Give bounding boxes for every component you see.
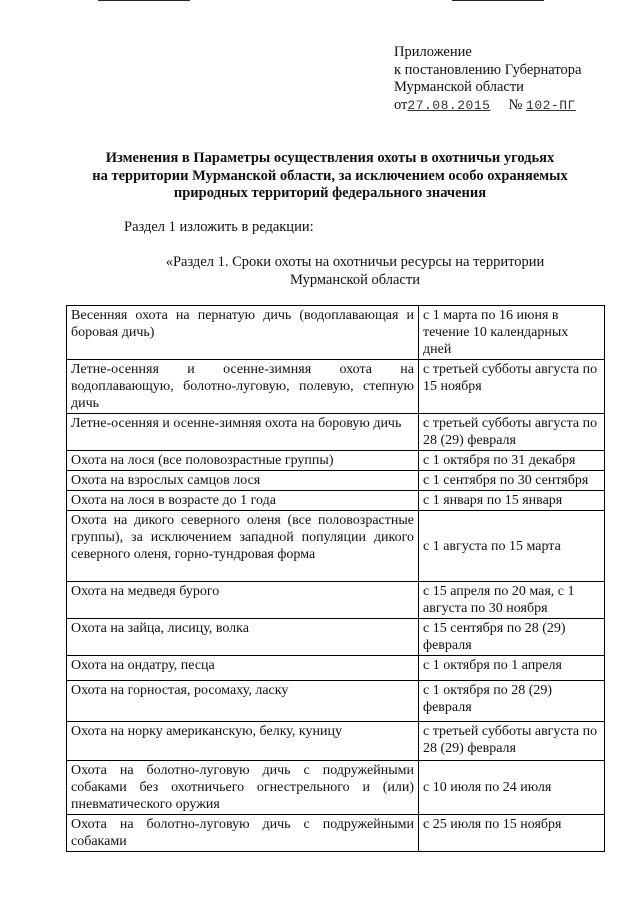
intro-text: Раздел 1 изложить в редакции: bbox=[124, 219, 314, 235]
table-row bbox=[67, 656, 605, 681]
period-cell: с третьей субботы августа по 28 (29) февраля bbox=[419, 722, 605, 761]
appendix-line-3: Мурманской области bbox=[394, 79, 524, 95]
section-title-line-2: Мурманской области bbox=[290, 271, 420, 288]
title-line-2: на территории Мурманской области, за исключением особо охраняемых bbox=[92, 167, 568, 184]
period-cell: с 15 сентября по 28 (29) февраля bbox=[419, 619, 605, 656]
table-row bbox=[67, 414, 605, 451]
date-prefix: от bbox=[394, 96, 408, 113]
hunt-type-cell: Охота на дикого северного оленя (все половозрастные группы), за исключением западной популяции дикого северного оленя, горно-тундровая форма bbox=[67, 511, 419, 582]
period-cell: с 1 января по 15 января bbox=[419, 491, 605, 511]
section-title bbox=[120, 254, 590, 289]
hunt-type-cell: Охота на горностая, росомаху, ласку bbox=[67, 681, 419, 722]
scan-top-marks bbox=[0, 0, 640, 4]
table-row bbox=[67, 722, 605, 761]
hunt-type-cell: Охота на болотно-луговую дичь с подружейными собаками bbox=[67, 815, 419, 852]
table-row bbox=[67, 360, 605, 414]
title-line-3: природных территорий федерального значения bbox=[173, 185, 487, 201]
appendix-date-line bbox=[394, 97, 581, 115]
hunt-type-cell: Летне-осенняя и осенне-зимняя охота на боровую дичь bbox=[67, 414, 419, 451]
section-title-line-1: «Раздел 1. Сроки охоты на охотничьи ресурсы на территории bbox=[165, 254, 545, 270]
period-cell: с третьей субботы августа по 28 (29) февраля bbox=[419, 414, 605, 451]
table-row bbox=[67, 681, 605, 722]
period-cell: с 1 августа по 15 марта bbox=[419, 511, 605, 582]
period-cell: с 1 сентября по 30 сентября bbox=[419, 471, 605, 491]
table-row bbox=[67, 451, 605, 471]
hunt-type-cell: Охота на медведя бурого bbox=[67, 582, 419, 619]
table-row bbox=[67, 582, 605, 619]
table-row bbox=[67, 471, 605, 491]
period-cell: с 10 июля по 24 июля bbox=[419, 761, 605, 815]
period-cell: с 1 октября по 1 апреля bbox=[419, 656, 605, 681]
hunt-type-cell: Летне-осенняя и осенне-зимняя охота на водоплавающую, болотно-луговую, полевую, степную дичь bbox=[67, 360, 419, 414]
number-prefix: № bbox=[508, 96, 523, 113]
hunt-type-cell: Охота на ондатру, песца bbox=[67, 656, 419, 681]
hunt-type-cell: Охота на болотно-луговую дичь с подружейными собаками без охотничьего огнестрельного и (или) пневматического оружия bbox=[67, 761, 419, 815]
table-row bbox=[67, 619, 605, 656]
document-title bbox=[60, 150, 600, 203]
hunt-type-cell: Охота на лося (все половозрастные группы) bbox=[67, 451, 419, 471]
decree-number: 102-ПГ bbox=[526, 97, 576, 113]
period-cell: с 1 марта по 16 июня в течение 10 календарных дней bbox=[419, 306, 605, 360]
hunting-seasons-table bbox=[66, 305, 605, 852]
hunt-type-cell: Весенняя охота на пернатую дичь (водоплавающая и боровая дичь) bbox=[67, 306, 419, 360]
table-row bbox=[67, 491, 605, 511]
period-cell: с 15 апреля по 20 мая, с 1 августа по 30 ноября bbox=[419, 582, 605, 619]
period-cell: с 1 октября по 28 (29) февраля bbox=[419, 681, 605, 722]
appendix-block bbox=[394, 44, 581, 114]
hunt-type-cell: Охота на норку американскую, белку, куницу bbox=[67, 722, 419, 761]
decree-date: 27.08.2015 bbox=[407, 97, 491, 113]
table-row bbox=[67, 511, 605, 582]
hunt-type-cell: Охота на лося в возрасте до 1 года bbox=[67, 491, 419, 511]
hunt-type-cell: Охота на зайца, лисицу, волка bbox=[67, 619, 419, 656]
hunt-type-cell: Охота на взрослых самцов лося bbox=[67, 471, 419, 491]
title-line-1: Изменения в Параметры осуществления охоты в охотничьи угодьях bbox=[105, 150, 555, 166]
table-row bbox=[67, 761, 605, 815]
table-row bbox=[67, 815, 605, 852]
period-cell: с третьей субботы августа по 15 ноября bbox=[419, 360, 605, 414]
appendix-line-1: Приложение bbox=[394, 44, 472, 60]
appendix-line-2: к постановлению Губернатора bbox=[394, 61, 582, 78]
period-cell: с 25 июля по 15 ноября bbox=[419, 815, 605, 852]
table-row bbox=[67, 306, 605, 360]
period-cell: с 1 октября по 31 декабря bbox=[419, 451, 605, 471]
